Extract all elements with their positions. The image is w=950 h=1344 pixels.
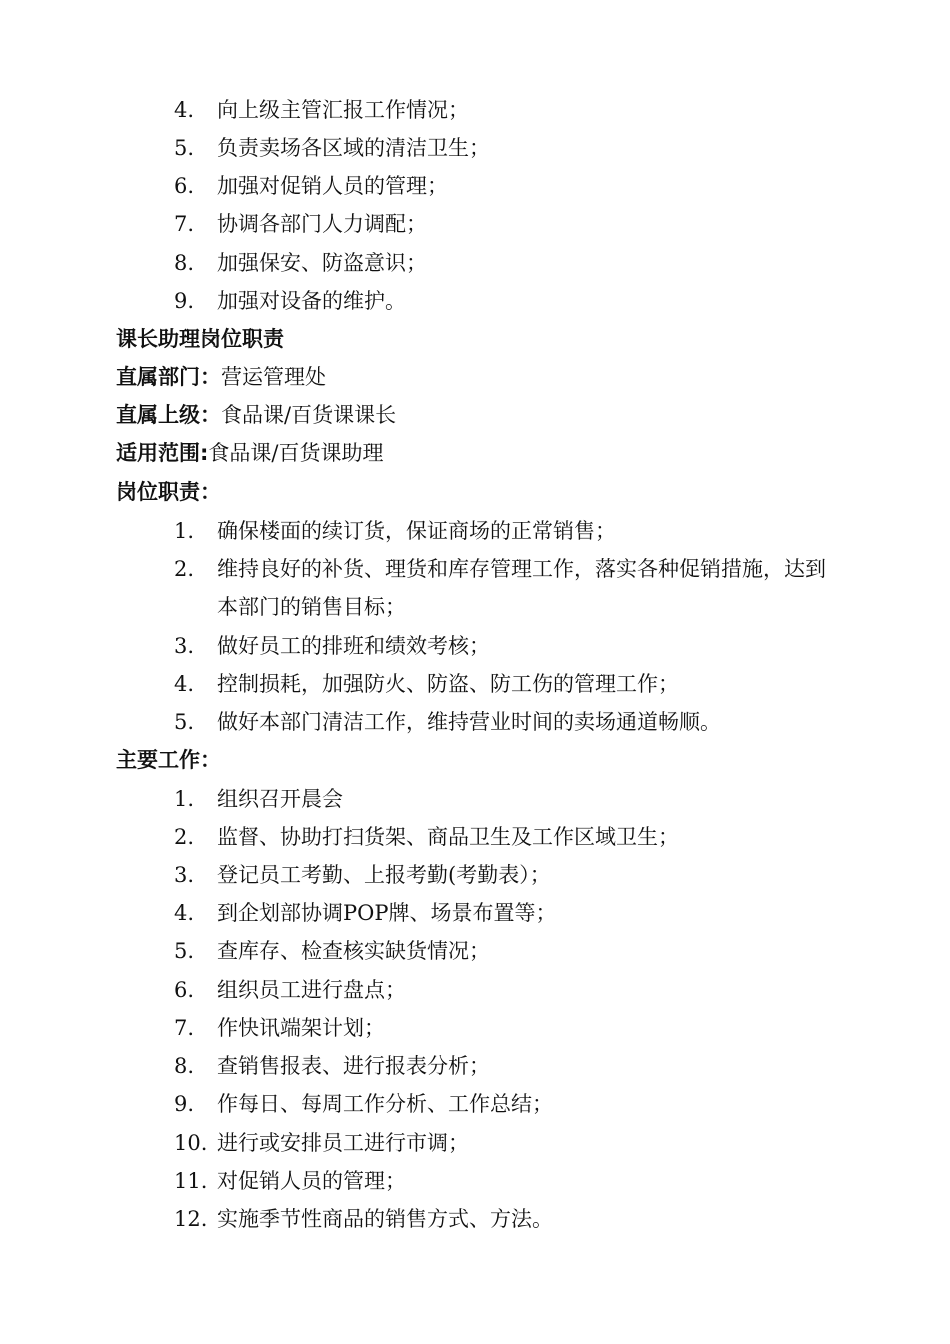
item-text: 进行或安排员工进行市调； <box>217 1131 469 1155</box>
list-item <box>174 703 874 741</box>
scope-value: 食品课/百货课助理 <box>208 441 384 465</box>
item-text: 实施季节性商品的销售方式、方法。 <box>217 1207 553 1231</box>
item-text: 向上级主管汇报工作情况； <box>217 98 469 122</box>
item-number: 10. <box>174 1131 208 1155</box>
item-text: 维持良好的补货、理货和库存管理工作，落实各种促销措施，达到 <box>217 557 826 581</box>
item-number: 9. <box>174 1092 195 1116</box>
item-text: 监督、协助打扫货架、商品卫生及工作区域卫生； <box>217 825 679 849</box>
list-item <box>174 1200 874 1238</box>
item-text: 加强对设备的维护。 <box>217 289 406 313</box>
list-item <box>174 1162 874 1200</box>
list-item <box>174 856 874 894</box>
item-number: 2. <box>174 557 195 581</box>
duties-heading-text: 岗位职责： <box>116 480 221 504</box>
section-title-text: 课长助理岗位职责 <box>116 327 284 351</box>
item-text: 加强保安、防盗意识； <box>217 251 427 275</box>
item-text: 作快讯端架计划； <box>217 1016 385 1040</box>
scope-label: 适用范围: <box>116 441 209 465</box>
work-heading <box>116 741 221 779</box>
item-text: 组织召开晨会 <box>217 787 343 811</box>
item-text: 查库存、检查核实缺货情况； <box>217 939 490 963</box>
item-text: 做好员工的排班和绩效考核； <box>217 634 490 658</box>
duties-heading <box>116 473 221 511</box>
superior-row <box>116 396 396 434</box>
item-text: 确保楼面的续订货，保证商场的正常销售； <box>217 519 616 543</box>
list-item <box>174 129 874 167</box>
item-text: 对促销人员的管理； <box>217 1169 406 1193</box>
item-text: 登记员工考勤、上报考勤(考勤表）； <box>217 863 551 887</box>
item-number: 4. <box>174 98 195 122</box>
item-number: 8. <box>174 1054 195 1078</box>
item-number: 4. <box>174 672 195 696</box>
list-item <box>174 244 874 282</box>
item-text: 控制损耗，加强防火、防盗、防工伤的管理工作； <box>217 672 679 696</box>
list-item <box>174 627 874 665</box>
item-number: 5. <box>174 136 195 160</box>
list-item <box>174 1009 874 1047</box>
item-number: 2. <box>174 825 195 849</box>
item-number: 5. <box>174 939 195 963</box>
list-item <box>174 167 874 205</box>
work-heading-text: 主要工作： <box>116 748 221 772</box>
item-text: 做好本部门清洁工作，维持营业时间的卖场通道畅顺。 <box>217 710 721 734</box>
dept-value: 营运管理处 <box>221 365 326 389</box>
item-text: 到企划部协调POP牌、场景布置等； <box>217 901 557 925</box>
item-number: 8. <box>174 251 195 275</box>
dept-label: 直属部门： <box>116 365 221 389</box>
list-item <box>174 971 874 1009</box>
item-text: 负责卖场各区域的清洁卫生； <box>217 136 490 160</box>
dept-row <box>116 358 326 396</box>
item-continuation: 本部门的销售目标； <box>217 595 406 619</box>
list-item <box>174 550 874 588</box>
list-item <box>174 894 874 932</box>
list-item <box>174 1047 874 1085</box>
list-item <box>174 282 874 320</box>
list-item <box>174 205 874 243</box>
item-number: 7. <box>174 1016 195 1040</box>
item-number: 4. <box>174 901 195 925</box>
item-text: 作每日、每周工作分析、工作总结； <box>217 1092 553 1116</box>
list-item <box>174 512 874 550</box>
list-item <box>174 818 874 856</box>
item-number: 6. <box>174 174 195 198</box>
list-item <box>174 932 874 970</box>
item-text: 组织员工进行盘点； <box>217 978 406 1002</box>
item-number: 12. <box>174 1207 208 1231</box>
item-text: 协调各部门人力调配； <box>217 212 427 236</box>
item-number: 6. <box>174 978 195 1002</box>
list-item <box>174 780 874 818</box>
superior-value: 食品课/百货课课长 <box>221 403 397 427</box>
item-number: 1. <box>174 519 195 543</box>
list-item <box>174 665 874 703</box>
item-number: 5. <box>174 710 195 734</box>
item-text: 加强对促销人员的管理； <box>217 174 448 198</box>
item-number: 3. <box>174 863 195 887</box>
item-number: 9. <box>174 289 195 313</box>
item-text: 查销售报表、进行报表分析； <box>217 1054 490 1078</box>
item-number: 3. <box>174 634 195 658</box>
list-item <box>174 91 874 129</box>
section-title <box>116 320 284 358</box>
list-item <box>174 1085 874 1123</box>
item-number: 11. <box>174 1169 208 1193</box>
list-item <box>174 1124 874 1162</box>
superior-label: 直属上级： <box>116 403 221 427</box>
item-number: 7. <box>174 212 195 236</box>
scope-row <box>116 434 383 472</box>
item-number: 1. <box>174 787 195 811</box>
